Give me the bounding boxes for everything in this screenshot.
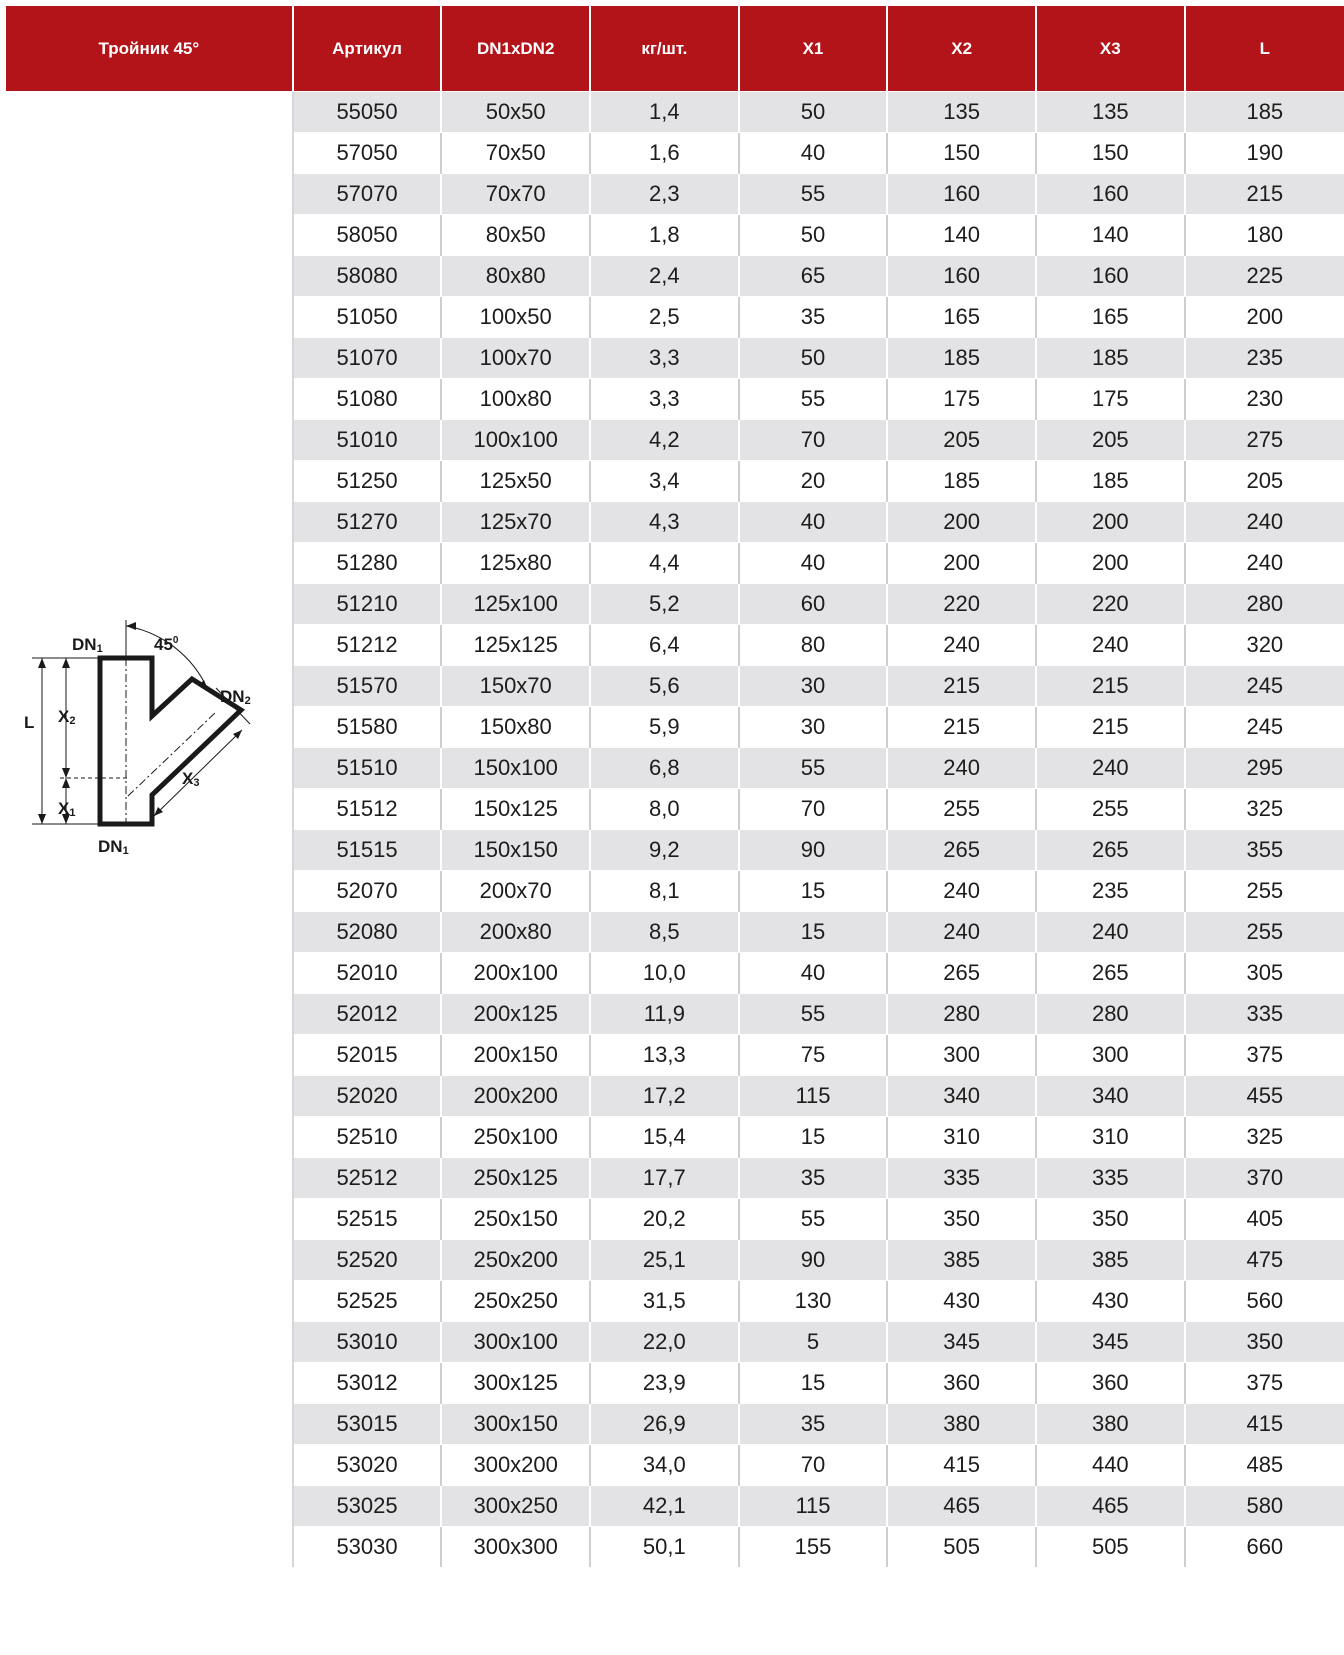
cell-l: 235 [1185,338,1344,379]
cell-dn: 150x125 [441,789,590,830]
cell-dn: 125x80 [441,543,590,584]
cell-dn: 100x50 [441,297,590,338]
cell-article: 52020 [293,1076,442,1117]
cell-x3: 310 [1036,1117,1185,1158]
cell-x1: 90 [739,830,888,871]
cell-weight: 8,0 [590,789,739,830]
cell-weight: 1,6 [590,133,739,174]
cell-x2: 175 [887,379,1036,420]
cell-dn: 250x250 [441,1281,590,1322]
cell-x1: 130 [739,1281,888,1322]
cell-dn: 100x100 [441,420,590,461]
cell-x1: 50 [739,215,888,256]
cell-x2: 465 [887,1486,1036,1527]
cell-x3: 505 [1036,1527,1185,1568]
cell-x2: 415 [887,1445,1036,1486]
label-l: L [24,713,35,732]
cell-x2: 240 [887,871,1036,912]
tee-diagram-svg [20,564,260,857]
cell-article: 51250 [293,461,442,502]
cell-x1: 115 [739,1076,888,1117]
cell-x3: 160 [1036,174,1185,215]
cell-x3: 265 [1036,830,1185,871]
cell-weight: 15,4 [590,1117,739,1158]
cell-weight: 17,2 [590,1076,739,1117]
cell-x3: 265 [1036,953,1185,994]
table-row [6,92,1344,133]
cell-x2: 280 [887,994,1036,1035]
cell-x2: 505 [887,1527,1036,1568]
cell-x2: 345 [887,1322,1036,1363]
label-x2: X2 [58,707,76,727]
cell-l: 240 [1185,502,1344,543]
cell-article: 51050 [293,297,442,338]
cell-dn: 100x70 [441,338,590,379]
header-article: Артикул [293,6,442,92]
tee-outline [100,658,241,824]
cell-dn: 300x100 [441,1322,590,1363]
cell-article: 53010 [293,1322,442,1363]
cell-x3: 215 [1036,666,1185,707]
cell-weight: 3,3 [590,379,739,420]
cell-x3: 280 [1036,994,1185,1035]
cell-x3: 300 [1036,1035,1185,1076]
cell-l: 370 [1185,1158,1344,1199]
cell-x3: 160 [1036,256,1185,297]
cell-article: 53015 [293,1404,442,1445]
cell-x3: 335 [1036,1158,1185,1199]
cell-weight: 22,0 [590,1322,739,1363]
cell-article: 58080 [293,256,442,297]
cell-article: 53020 [293,1445,442,1486]
cell-x1: 50 [739,92,888,133]
cell-l: 405 [1185,1199,1344,1240]
cell-x1: 60 [739,584,888,625]
cell-x1: 155 [739,1527,888,1568]
cell-dn: 100x80 [441,379,590,420]
cell-l: 325 [1185,1117,1344,1158]
cell-x2: 205 [887,420,1036,461]
cell-dn: 50x50 [441,92,590,133]
label-x1: X1 [58,799,76,819]
cell-article: 53012 [293,1363,442,1404]
cell-x1: 55 [739,1199,888,1240]
cell-l: 660 [1185,1527,1344,1568]
cell-x2: 430 [887,1281,1036,1322]
cell-x2: 140 [887,215,1036,256]
cell-article: 51070 [293,338,442,379]
cell-x2: 215 [887,666,1036,707]
cell-x2: 160 [887,174,1036,215]
cell-l: 375 [1185,1035,1344,1076]
cell-x3: 185 [1036,338,1185,379]
cell-dn: 80x50 [441,215,590,256]
cell-article: 52510 [293,1117,442,1158]
cell-x1: 55 [739,748,888,789]
cell-x2: 300 [887,1035,1036,1076]
cell-l: 580 [1185,1486,1344,1527]
cell-x1: 70 [739,1445,888,1486]
cell-x3: 215 [1036,707,1185,748]
cell-x3: 345 [1036,1322,1185,1363]
cell-x3: 200 [1036,543,1185,584]
cell-dn: 125x125 [441,625,590,666]
cell-x1: 15 [739,1363,888,1404]
cell-dn: 150x100 [441,748,590,789]
cell-l: 350 [1185,1322,1344,1363]
cell-dn: 150x150 [441,830,590,871]
cell-x3: 200 [1036,502,1185,543]
cell-article: 52070 [293,871,442,912]
cell-weight: 25,1 [590,1240,739,1281]
cell-article: 53025 [293,1486,442,1527]
cell-l: 305 [1185,953,1344,994]
cell-l: 325 [1185,789,1344,830]
label-dn2: DN2 [220,687,251,707]
cell-article: 51515 [293,830,442,871]
cell-weight: 3,3 [590,338,739,379]
cell-x3: 430 [1036,1281,1185,1322]
cell-x2: 135 [887,92,1036,133]
cell-article: 57050 [293,133,442,174]
cell-x1: 55 [739,174,888,215]
cell-article: 51212 [293,625,442,666]
header-x3: X3 [1036,6,1185,92]
cell-dn: 150x70 [441,666,590,707]
cell-x1: 15 [739,1117,888,1158]
cell-l: 355 [1185,830,1344,871]
cell-l: 215 [1185,174,1344,215]
cell-l: 200 [1185,297,1344,338]
cell-l: 225 [1185,256,1344,297]
cell-l: 295 [1185,748,1344,789]
cell-weight: 9,2 [590,830,739,871]
cell-x2: 160 [887,256,1036,297]
cell-weight: 4,4 [590,543,739,584]
cell-article: 55050 [293,92,442,133]
cell-l: 275 [1185,420,1344,461]
header-dn: DN1xDN2 [441,6,590,92]
cell-article: 52010 [293,953,442,994]
cell-x1: 70 [739,420,888,461]
cell-l: 375 [1185,1363,1344,1404]
cell-weight: 2,4 [590,256,739,297]
cell-dn: 300x150 [441,1404,590,1445]
cell-x2: 150 [887,133,1036,174]
center-line-branch [128,712,216,796]
cell-weight: 17,7 [590,1158,739,1199]
cell-dn: 250x150 [441,1199,590,1240]
cell-article: 51270 [293,502,442,543]
cell-x1: 115 [739,1486,888,1527]
cell-x1: 70 [739,789,888,830]
cell-l: 255 [1185,912,1344,953]
cell-dn: 125x50 [441,461,590,502]
cell-weight: 26,9 [590,1404,739,1445]
cell-x2: 165 [887,297,1036,338]
cell-article: 52015 [293,1035,442,1076]
cell-x3: 240 [1036,912,1185,953]
cell-weight: 8,5 [590,912,739,953]
cell-x1: 5 [739,1322,888,1363]
cell-dn: 300x200 [441,1445,590,1486]
cell-weight: 11,9 [590,994,739,1035]
cell-x1: 50 [739,338,888,379]
header-x1: X1 [739,6,888,92]
cell-x1: 15 [739,871,888,912]
cell-x2: 200 [887,543,1036,584]
cell-x2: 220 [887,584,1036,625]
cell-weight: 13,3 [590,1035,739,1076]
cell-article: 52012 [293,994,442,1035]
cell-weight: 6,8 [590,748,739,789]
cell-dn: 300x250 [441,1486,590,1527]
cell-x1: 40 [739,543,888,584]
cell-x1: 35 [739,1404,888,1445]
cell-x2: 240 [887,748,1036,789]
cell-weight: 4,2 [590,420,739,461]
cell-x2: 215 [887,707,1036,748]
cell-x1: 55 [739,379,888,420]
cell-x1: 40 [739,502,888,543]
cell-x3: 205 [1036,420,1185,461]
cell-article: 52080 [293,912,442,953]
cell-x3: 150 [1036,133,1185,174]
cell-x1: 35 [739,297,888,338]
cell-x2: 265 [887,830,1036,871]
cell-l: 255 [1185,871,1344,912]
cell-x1: 75 [739,1035,888,1076]
cell-l: 180 [1185,215,1344,256]
cell-dn: 200x80 [441,912,590,953]
cell-x1: 80 [739,625,888,666]
cell-dn: 200x125 [441,994,590,1035]
cell-dn: 200x100 [441,953,590,994]
cell-l: 415 [1185,1404,1344,1445]
cell-l: 240 [1185,543,1344,584]
cell-x2: 265 [887,953,1036,994]
cell-l: 205 [1185,461,1344,502]
cell-dn: 300x300 [441,1527,590,1568]
cell-x1: 15 [739,912,888,953]
cell-x1: 30 [739,707,888,748]
cell-x2: 340 [887,1076,1036,1117]
cell-x1: 20 [739,461,888,502]
cell-x2: 185 [887,461,1036,502]
cell-x3: 255 [1036,789,1185,830]
cell-weight: 5,6 [590,666,739,707]
cell-l: 485 [1185,1445,1344,1486]
cell-x3: 185 [1036,461,1185,502]
cell-weight: 5,9 [590,707,739,748]
cell-weight: 34,0 [590,1445,739,1486]
cell-l: 245 [1185,666,1344,707]
cell-x3: 240 [1036,625,1185,666]
cell-article: 51010 [293,420,442,461]
cell-weight: 5,2 [590,584,739,625]
label-x3: X3 [182,769,200,789]
cell-x1: 30 [739,666,888,707]
cell-x2: 385 [887,1240,1036,1281]
cell-dn: 250x200 [441,1240,590,1281]
cell-l: 230 [1185,379,1344,420]
cell-x3: 340 [1036,1076,1185,1117]
cell-article: 52512 [293,1158,442,1199]
table-body [6,92,1344,1568]
cell-x3: 220 [1036,584,1185,625]
cell-x2: 200 [887,502,1036,543]
cell-x3: 165 [1036,297,1185,338]
cell-dn: 70x50 [441,133,590,174]
cell-dn: 125x70 [441,502,590,543]
cell-x1: 40 [739,133,888,174]
cell-x1: 90 [739,1240,888,1281]
cell-x3: 350 [1036,1199,1185,1240]
cell-x3: 385 [1036,1240,1185,1281]
cell-dn: 70x70 [441,174,590,215]
cell-weight: 23,9 [590,1363,739,1404]
cell-x1: 40 [739,953,888,994]
cell-x1: 55 [739,994,888,1035]
header-l: L [1185,6,1344,92]
cell-l: 455 [1185,1076,1344,1117]
label-angle: $45^0$ [154,635,179,654]
cell-article: 52520 [293,1240,442,1281]
cell-x2: 185 [887,338,1036,379]
cell-x3: 465 [1036,1486,1185,1527]
label-dn1-bottom: DN1 [98,837,129,857]
cell-article: 52525 [293,1281,442,1322]
cell-weight: 1,4 [590,92,739,133]
cell-x3: 140 [1036,215,1185,256]
header-product: Тройник 45° [6,6,293,92]
cell-dn: 200x150 [441,1035,590,1076]
cell-x1: 65 [739,256,888,297]
cell-weight: 6,4 [590,625,739,666]
cell-weight: 4,3 [590,502,739,543]
cell-x3: 380 [1036,1404,1185,1445]
cell-weight: 20,2 [590,1199,739,1240]
tee-45-diagram [20,564,260,857]
cell-dn: 150x80 [441,707,590,748]
cell-weight: 8,1 [590,871,739,912]
diagram-cell [6,92,293,1568]
label-dn1-top: DN1 [72,635,103,655]
cell-x2: 255 [887,789,1036,830]
cell-x2: 350 [887,1199,1036,1240]
cell-article: 51210 [293,584,442,625]
cell-article: 51570 [293,666,442,707]
cell-article: 51580 [293,707,442,748]
cell-l: 280 [1185,584,1344,625]
cell-x1: 35 [739,1158,888,1199]
cell-x3: 135 [1036,92,1185,133]
cell-dn: 250x100 [441,1117,590,1158]
cell-dn: 250x125 [441,1158,590,1199]
cell-x2: 380 [887,1404,1036,1445]
cell-x3: 360 [1036,1363,1185,1404]
cell-l: 320 [1185,625,1344,666]
cell-article: 57070 [293,174,442,215]
cell-l: 335 [1185,994,1344,1035]
header-x2: X2 [887,6,1036,92]
cell-dn: 125x100 [441,584,590,625]
cell-dn: 300x125 [441,1363,590,1404]
cell-l: 190 [1185,133,1344,174]
cell-article: 51510 [293,748,442,789]
header-weight: кг/шт. [590,6,739,92]
cell-x3: 235 [1036,871,1185,912]
cell-weight: 3,4 [590,461,739,502]
cell-article: 53030 [293,1527,442,1568]
cell-weight: 2,3 [590,174,739,215]
cell-dn: 80x80 [441,256,590,297]
cell-weight: 31,5 [590,1281,739,1322]
header-row [6,6,1344,92]
cell-x2: 360 [887,1363,1036,1404]
cell-x3: 175 [1036,379,1185,420]
cell-x2: 310 [887,1117,1036,1158]
cell-weight: 2,5 [590,297,739,338]
cell-article: 58050 [293,215,442,256]
cell-dn: 200x70 [441,871,590,912]
cell-l: 245 [1185,707,1344,748]
cell-x3: 440 [1036,1445,1185,1486]
cell-weight: 42,1 [590,1486,739,1527]
cell-weight: 10,0 [590,953,739,994]
cell-x3: 240 [1036,748,1185,789]
cell-weight: 1,8 [590,215,739,256]
cell-article: 52515 [293,1199,442,1240]
dim-x3 [154,730,242,816]
cell-dn: 200x200 [441,1076,590,1117]
cell-l: 185 [1185,92,1344,133]
cell-l: 560 [1185,1281,1344,1322]
cell-x2: 240 [887,912,1036,953]
cell-article: 51512 [293,789,442,830]
cell-article: 51280 [293,543,442,584]
cell-l: 475 [1185,1240,1344,1281]
cell-weight: 50,1 [590,1527,739,1568]
cell-x2: 335 [887,1158,1036,1199]
cell-x2: 240 [887,625,1036,666]
cell-article: 51080 [293,379,442,420]
